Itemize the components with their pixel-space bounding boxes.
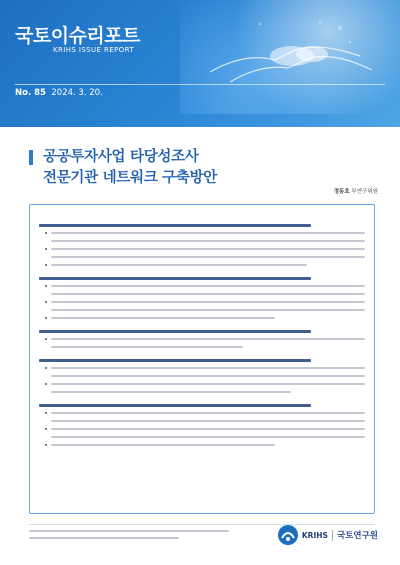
article-title [43, 147, 343, 189]
title-accent-bar [29, 150, 33, 165]
summary-section-heading [39, 221, 365, 229]
summary-section-heading [39, 401, 365, 409]
footer-note-line [29, 530, 229, 532]
summary-line [51, 388, 365, 396]
header-divider [15, 84, 385, 85]
issue-date: 2024. 3. 20. [51, 88, 103, 98]
logo-separator [332, 530, 333, 541]
summary-section-heading [39, 327, 365, 335]
issue-number: No. 85 [15, 88, 46, 98]
bullet-icon [45, 367, 47, 369]
bullet-icon [45, 428, 47, 430]
summary-line [45, 425, 365, 433]
bullet-icon [45, 383, 47, 385]
summary-line [51, 343, 365, 351]
author-role: 부연구위원 [351, 189, 378, 195]
summary-line [45, 245, 365, 253]
bullet-icon [45, 301, 47, 303]
summary-line [51, 253, 365, 261]
summary-line [45, 298, 365, 306]
author [334, 187, 378, 195]
footer-note-line [29, 537, 179, 539]
bullet-icon [45, 412, 47, 414]
summary-line [45, 335, 365, 343]
summary-box [29, 204, 375, 514]
summary-line [45, 441, 365, 449]
summary-line [45, 380, 365, 388]
author-name: 정동호 [333, 189, 350, 195]
krihs-logo [277, 524, 378, 546]
bullet-icon [45, 232, 47, 234]
series-subtitle: KRIHS ISSUE REPORT [53, 46, 135, 54]
summary-content [30, 205, 374, 449]
bullet-icon [45, 285, 47, 287]
summary-line [51, 417, 365, 425]
bullet-icon [45, 317, 47, 319]
issue-line [15, 88, 103, 98]
bullet-icon [45, 338, 47, 340]
series-title: 국토이슈리포트 [15, 25, 140, 47]
footer-note [29, 530, 259, 544]
bullet-icon [45, 444, 47, 446]
summary-section-heading [39, 356, 365, 364]
summary-line [51, 306, 365, 314]
logo-english: KRIHS [301, 530, 328, 540]
summary-line [45, 409, 365, 417]
summary-line [51, 290, 365, 298]
summary-line [51, 237, 365, 245]
krihs-logo-icon [277, 524, 299, 546]
summary-line [45, 261, 365, 269]
summary-line [45, 364, 365, 372]
handshake-icon [200, 12, 380, 92]
summary-line [51, 372, 365, 380]
logo-korean: 국토연구원 [336, 531, 378, 541]
summary-line [45, 314, 365, 322]
bullet-icon [45, 248, 47, 250]
summary-line [45, 229, 365, 237]
bullet-icon [45, 264, 47, 266]
title-line-1: 공공투자사업 타당성조사 [43, 149, 199, 165]
title-line-2: 전문기관 네트워크 구축방안 [43, 170, 217, 186]
report-header [0, 0, 400, 127]
summary-section-heading [39, 274, 365, 282]
summary-line [51, 433, 365, 441]
summary-line [45, 282, 365, 290]
